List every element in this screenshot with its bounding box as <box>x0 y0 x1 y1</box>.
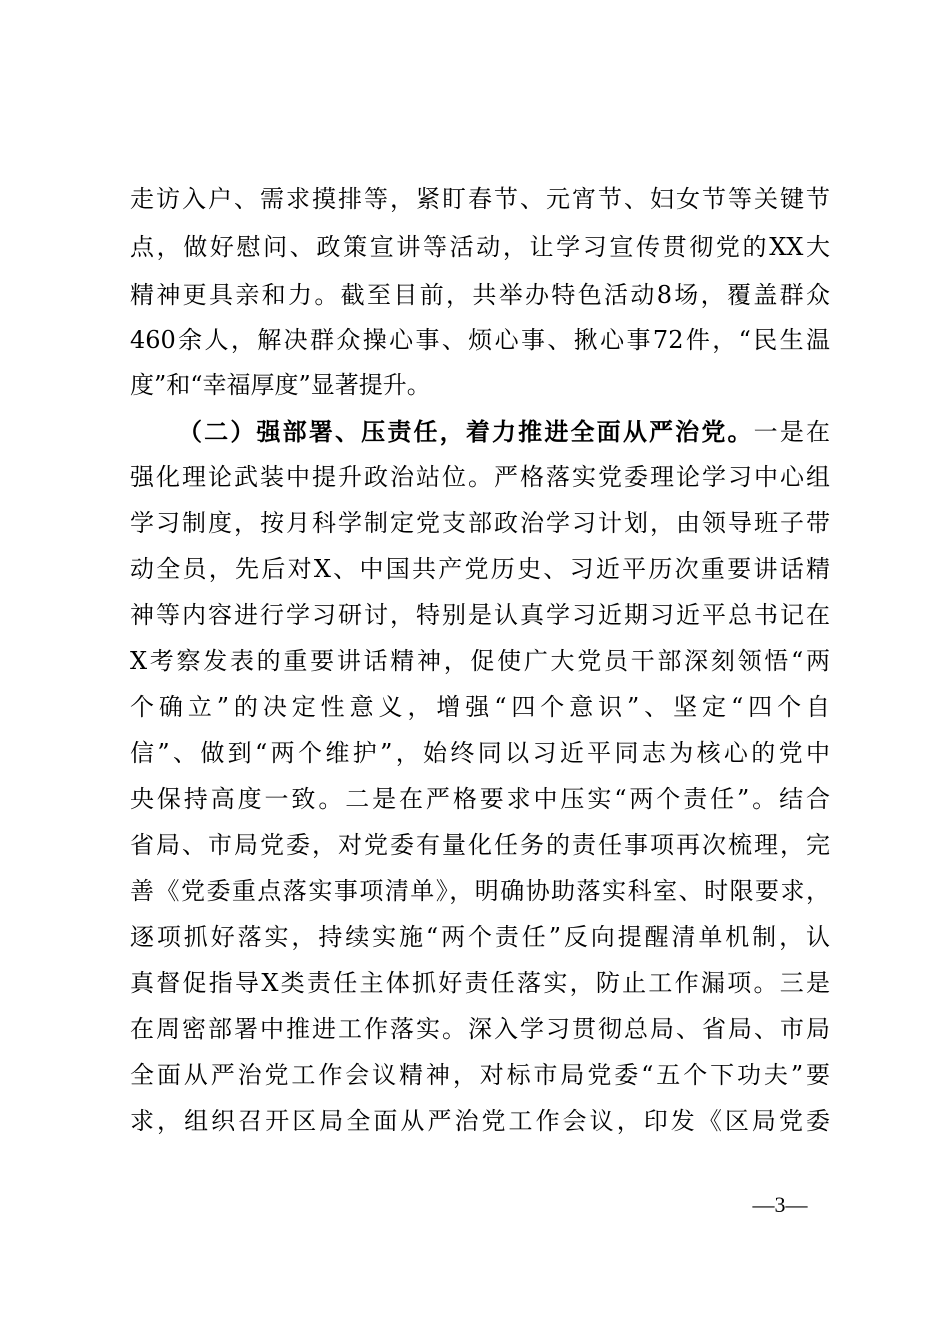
paragraph1-line-4: 460余人，解决群众操心事、烦心事、揪心事72件，“民生温 <box>130 326 830 354</box>
paragraph1-line-1: 走访入户、需求摸排等，紧盯春节、元宵节、妇女节等关键节 <box>130 185 830 213</box>
paragraph2-line-7: 信”、做到“两个维护”，始终同以习近平同志为核心的党中 <box>130 739 830 767</box>
paragraph2-first-line-rest: 一是在 <box>753 418 831 446</box>
paragraph2-first-line <box>178 409 830 454</box>
paragraph1-line-2: 点，做好慰问、政策宣讲等活动，让学习宣传贯彻党的XX大 <box>130 233 830 261</box>
paragraph2-line-1: 强化理论武装中提升政治站位。严格落实党委理论学习中心组 <box>130 463 830 491</box>
page-number: —3— <box>752 1192 808 1217</box>
paragraph2-line-5: X考察发表的重要讲话精神，促使广大党员干部深刻领悟“两 <box>130 647 830 675</box>
paragraph2-line-12: 真督促指导X类责任主体抓好责任落实，防止工作漏项。三是 <box>130 969 830 997</box>
paragraph2-line-8: 央保持高度一致。二是在严格要求中压实“两个责任”。结合 <box>130 785 830 813</box>
paragraph1-line-5: 度”和“幸福厚度”显著提升。 <box>130 371 431 399</box>
paragraph1-line-3: 精神更具亲和力。截至目前，共举办特色活动8场，覆盖群众 <box>130 281 830 309</box>
paragraph2-line-15: 求，组织召开区局全面从严治党工作会议，印发《区局党委 <box>130 1107 830 1135</box>
paragraph2-line-13: 在周密部署中推进工作落实。深入学习贯彻总局、省局、市局 <box>130 1015 830 1043</box>
paragraph2-line-11: 逐项抓好落实，持续实施“两个责任”反向提醒清单机制，认 <box>130 923 830 951</box>
paragraph2-line-4: 神等内容进行学习研讨，特别是认真学习近期习近平总书记在 <box>130 601 830 629</box>
paragraph2-line-14: 全面从严治党工作会议精神，对标市局党委“五个下功夫”要 <box>130 1061 830 1089</box>
paragraph2-line-2: 学习制度，按月科学制定党支部政治学习计划，由领导班子带 <box>130 509 830 537</box>
paragraph2-line-9: 省局、市局党委，对党委有量化任务的责任事项再次梳理，完 <box>130 831 830 859</box>
paragraph2-line-10: 善《党委重点落实事项清单》，明确协助落实科室、时限要求， <box>130 877 830 905</box>
paragraph2-line-6: 个确立”的决定性意义，增强“四个意识”、坚定“四个自 <box>130 693 830 721</box>
section-heading: （二）强部署、压责任，着力推进全面从严治党。 <box>178 417 754 446</box>
paragraph2-line-3: 动全员，先后对X、中国共产党历史、习近平历次重要讲话精 <box>130 555 830 583</box>
